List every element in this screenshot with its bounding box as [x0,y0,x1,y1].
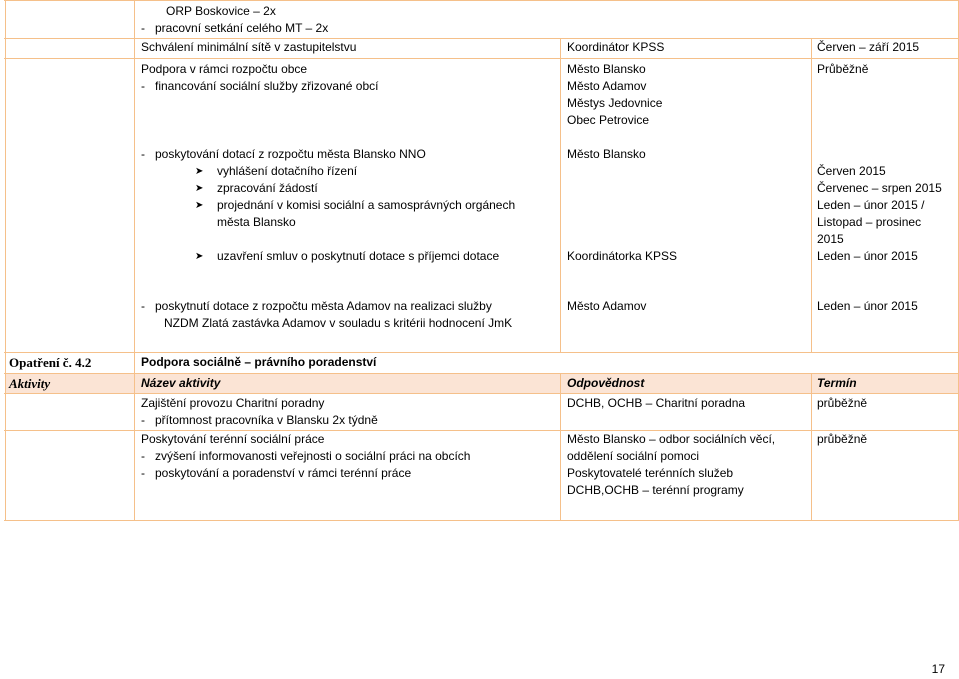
dotace-bullet: zpracování žádostí [217,181,318,195]
dotace-adamov-line1: - poskytnutí dotace z rozpočtu města Adamov na realizaci služby [141,299,492,313]
dotace-bullet: uzavření smluv o poskytnutí dotace s příjemci dotace [217,249,500,263]
dotace-blansko-term: Leden – únor 2015 / [817,198,925,212]
charita-title: Zajištění provozu Charitní poradny [141,396,325,410]
podpora-activity-item: - financování sociální služby zřizované obcí [141,79,379,93]
podpora-responsible: Obec Petrovice [567,113,650,127]
header-nazev: Název aktivity [141,376,221,390]
dotace-blansko-term: Červenec – srpen 2015 [817,181,942,195]
dotace-bullet-continuation: města Blansko [217,215,296,229]
terenni-item: - poskytování a poradenství v rámci terénní práce [141,466,412,480]
border [4,58,959,59]
border [811,38,812,353]
border [811,373,812,521]
podpora-activity-title: Podpora v rámci rozpočtu obce [141,62,308,76]
dotace-blansko-item: - poskytování dotací z rozpočtu města Blansko NNO [141,147,426,161]
podpora-responsible: Městys Jedovnice [567,96,663,110]
terenni-responsible: oddělení sociální pomoci [567,449,700,463]
border [4,373,959,374]
charita-term: průběžně [817,396,868,410]
terenni-title: Poskytování terénní sociální práce [141,432,325,446]
header-termin: Termín [817,376,857,390]
dotace-bullet: vyhlášení dotačního řízení [217,164,358,178]
podpora-term: Průběžně [817,62,869,76]
dotace-blansko-term: Leden – únor 2015 [817,249,918,263]
arrow-bullet-icon: ➤ [195,200,204,211]
header-aktivity: Aktivity [9,376,51,391]
terenni-term: průběžně [817,432,868,446]
orp-boskovice-line: ORP Boskovice – 2x [166,4,276,18]
pracovni-setkani-line: - pracovní setkání celého MT – 2x [141,21,329,35]
page-number: 17 [931,662,945,676]
terenni-responsible: Město Blansko – odbor sociálních věcí, [567,432,776,446]
charita-item: - přítomnost pracovníka v Blansku 2x týdně [141,413,378,427]
schvaleni-responsible: Koordinátor KPSS [567,40,665,54]
dotace-adamov-line2: NZDM Zlatá zastávka Adamov v souladu s kritérii hodnocení JmK [164,316,513,330]
dotace-blansko-term: Červen 2015 [817,164,886,178]
border [5,0,6,521]
opatreni-label: Opatření č. 4.2 [9,355,92,370]
border [4,0,959,1]
schvaleni-term: Červen – září 2015 [817,40,920,54]
dotace-blansko-responsible: Město Blansko [567,147,646,161]
arrow-bullet-icon: ➤ [195,251,204,262]
border [4,393,959,394]
terenni-responsible: DCHB,OCHB – terénní programy [567,483,744,497]
arrow-bullet-icon: ➤ [195,183,204,194]
podpora-responsible: Město Adamov [567,79,647,93]
header-odpovednost: Odpovědnost [567,376,645,390]
dotace-bullet: projednání v komisi sociální a samosprávných orgánech [217,198,516,212]
schvaleni-activity: Schválení minimální sítě v zastupitelstvu [141,40,357,54]
arrow-bullet-icon: ➤ [195,166,204,177]
charita-responsible: DCHB, OCHB – Charitní poradna [567,396,746,410]
dotace-blansko-term: 2015 [817,232,844,246]
border [4,352,959,353]
dotace-blansko-term: Listopad – prosinec [817,215,922,229]
opatreni-title: Podpora sociálně – právního poradenství [141,355,377,369]
dotace-adamov-responsible: Město Adamov [567,299,647,313]
border [4,520,959,521]
terenni-responsible: Poskytovatelé terénních služeb [567,466,734,480]
border [560,373,561,521]
dotace-blansko-responsible: Koordinátorka KPSS [567,249,678,263]
border [134,0,135,521]
dotace-adamov-term: Leden – únor 2015 [817,299,918,313]
border [560,38,561,353]
terenni-item: - zvýšení informovanosti veřejnosti o sociální práci na obcích [141,449,471,463]
podpora-responsible: Město Blansko [567,62,646,76]
